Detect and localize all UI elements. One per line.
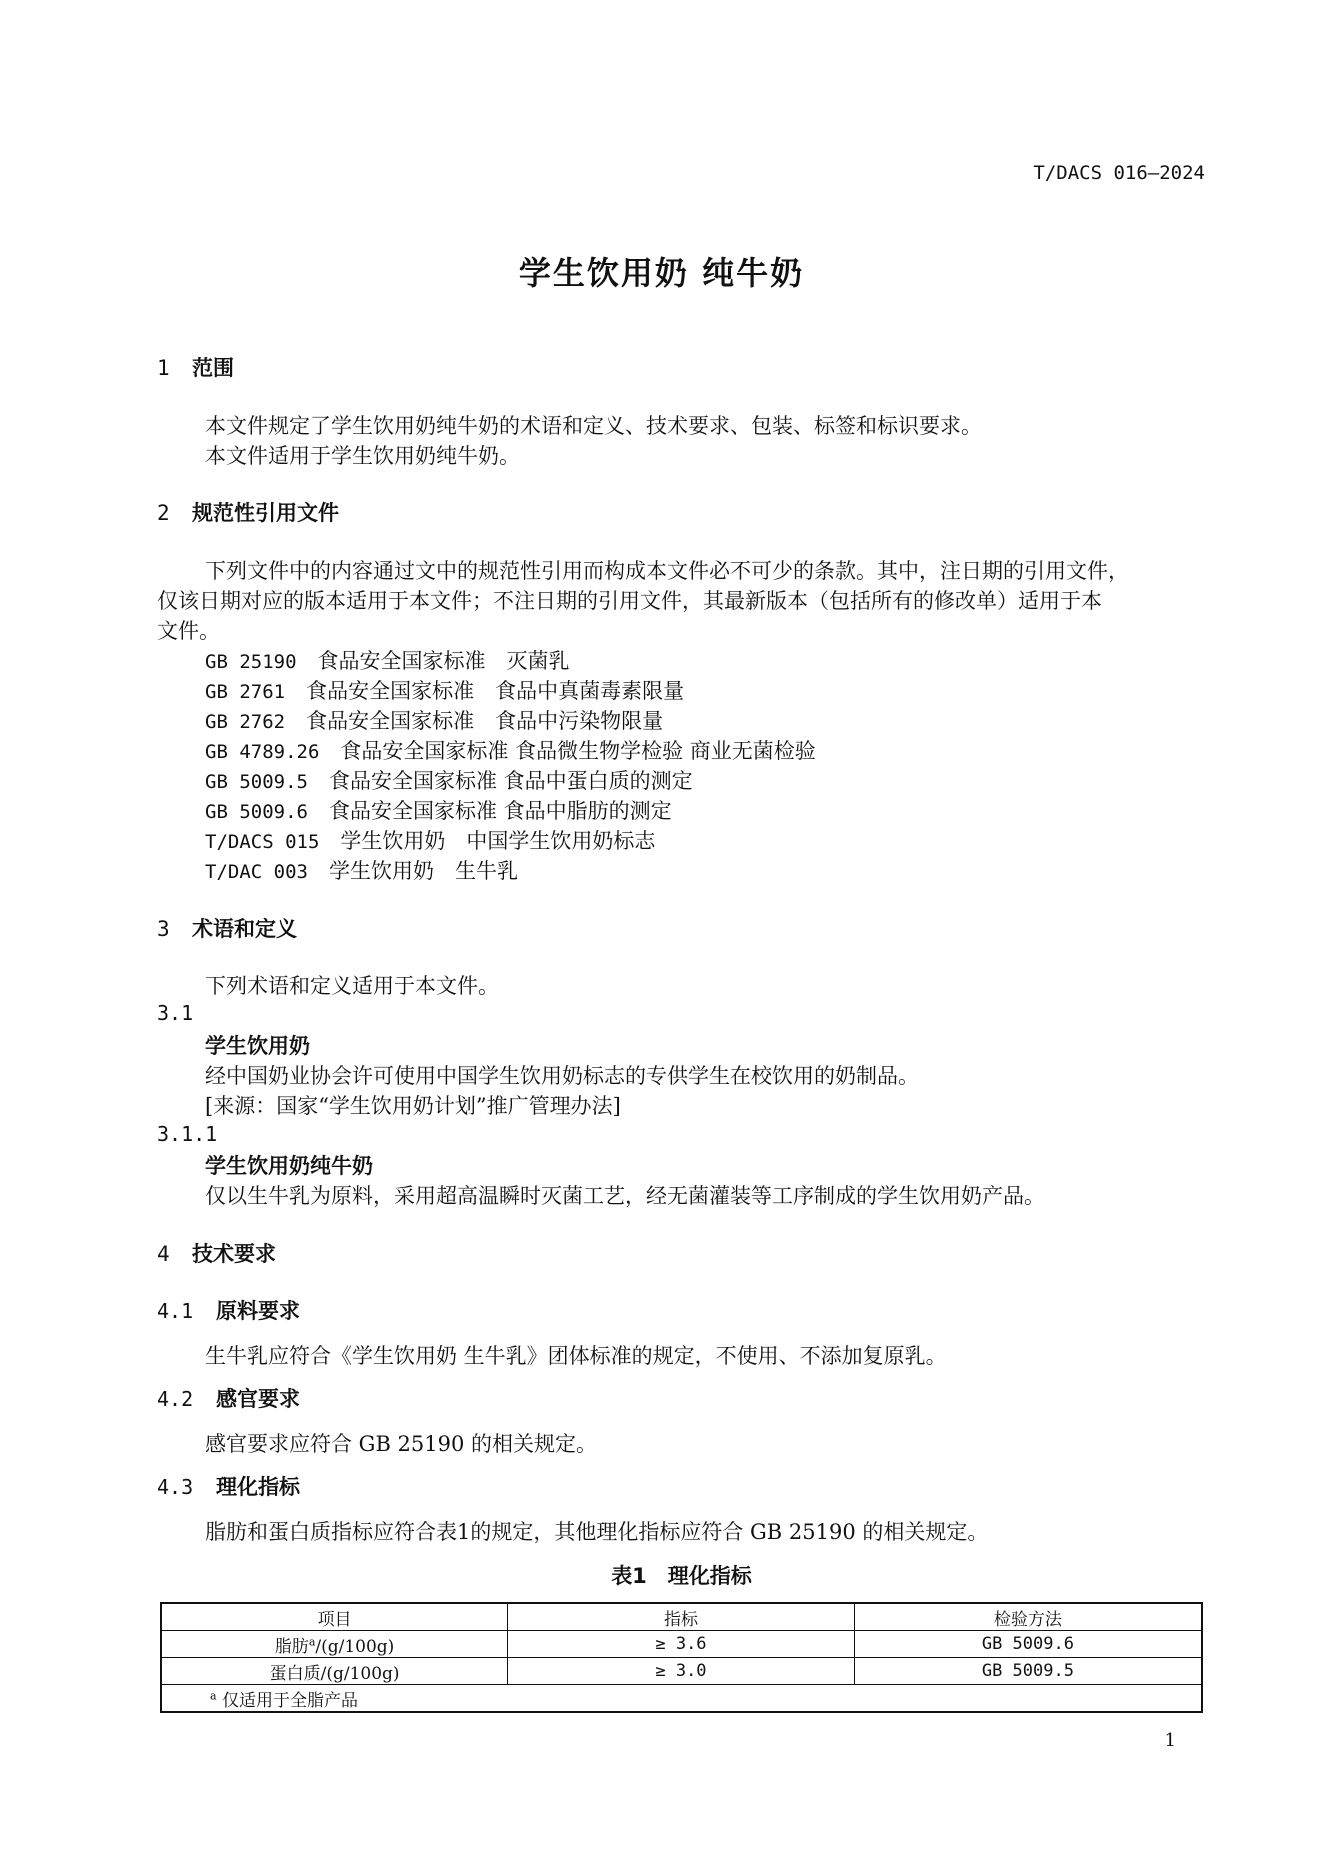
paragraph: 生牛乳应符合《学生饮用奶 生牛乳》团体标准的规定，不使用、不添加复原乳。 [205,1344,947,1368]
reference-code: GB 5009.6 [205,801,308,823]
paragraph: 下列术语和定义适用于本文件。 [205,974,499,998]
section-1-heading [157,352,234,382]
reference-name: 食品安全国家标准 灭菌乳 [317,649,570,673]
section-title: 规范性引用文件 [192,501,339,525]
reference-name: 食品安全国家标准 食品微生物学检验 商业无菌检验 [340,739,816,763]
footnote-marker: a [308,1634,316,1648]
page-number: 1 [1164,1730,1176,1751]
table-cell: 蛋白质/(g/100g) [161,1658,508,1685]
reference-item [205,765,693,795]
table-cell: ≥ 3.6 [508,1631,855,1658]
section-3-heading [157,913,297,943]
reference-item [205,795,672,825]
table-note-row [161,1685,1202,1713]
subsection-4-3-heading [157,1471,300,1501]
reference-name: 学生饮用奶 生牛乳 [328,859,518,883]
reference-item [205,705,663,735]
reference-code: GB 2761 [205,681,286,703]
reference-name: 食品安全国家标准 食品中脂肪的测定 [328,799,672,823]
term-title: 学生饮用奶纯牛奶 [205,1154,373,1178]
table-cell: ≥ 3.0 [508,1658,855,1685]
paragraph: 仅该日期对应的版本适用于本文件；不注日期的引用文件，其最新版本（包括所有的修改单）适用于本 [157,589,1102,613]
spec-table [160,1602,1203,1713]
subsection-number: 4.3 [157,1475,194,1499]
table-row [161,1658,1202,1685]
section-title: 技术要求 [192,1242,276,1266]
reference-item [205,825,655,855]
reference-item [205,675,684,705]
table-cell: GB 5009.5 [854,1658,1202,1685]
reference-item [205,645,570,675]
page-title: 学生饮用奶 纯牛奶 [518,254,805,292]
section-title: 范围 [192,356,234,380]
term-number: 3.1.1 [157,1122,218,1146]
paragraph: 脂肪和蛋白质指标应符合表1的规定，其他理化指标应符合 GB 25190 的相关规定。 [205,1520,989,1544]
term-definition: 仅以生牛乳为原料，采用超高温瞬时灭菌工艺，经无菌灌装等工序制成的学生饮用奶产品。 [205,1184,1045,1208]
reference-code: T/DAC 003 [205,861,308,883]
paragraph: 本文件规定了学生饮用奶纯牛奶的术语和定义、技术要求、包装、标签和标识要求。 [205,414,982,438]
reference-code: GB 4789.26 [205,741,320,763]
subsection-4-1-heading [157,1295,300,1325]
table-header-row [161,1603,1202,1631]
reference-code: GB 25190 [205,651,297,673]
subsection-title: 原料要求 [216,1299,300,1323]
section-number: 1 [157,356,170,380]
reference-name: 学生饮用奶 中国学生饮用奶标志 [340,829,656,853]
section-title: 术语和定义 [192,917,297,941]
note-text: 仅适用于全脂产品 [221,1690,358,1711]
section-number: 4 [157,1242,170,1266]
table-note [161,1685,1202,1713]
subsection-title: 感官要求 [216,1387,300,1411]
reference-code: GB 2762 [205,711,286,733]
item-unit: /(g/100g) [315,1636,395,1657]
reference-item [205,855,518,885]
paragraph: 本文件适用于学生饮用奶纯牛奶。 [205,444,520,468]
table-cell [161,1631,508,1658]
reference-name: 食品安全国家标准 食品中真菌毒素限量 [306,679,685,703]
term-number: 3.1 [157,1001,194,1025]
table-cell: GB 5009.6 [854,1631,1202,1658]
reference-code: T/DACS 015 [205,831,320,853]
subsection-title: 理化指标 [216,1475,300,1499]
table-header-cell: 项目 [161,1603,508,1631]
term-title: 学生饮用奶 [205,1034,310,1058]
subsection-number: 4.2 [157,1387,194,1411]
item-name: 脂肪 [274,1636,309,1657]
reference-name: 食品安全国家标准 食品中污染物限量 [306,709,664,733]
footnote-marker: a [210,1688,217,1702]
section-4-heading [157,1238,276,1268]
section-number: 3 [157,917,170,941]
paragraph: 感官要求应符合 GB 25190 的相关规定。 [205,1432,598,1456]
reference-code: GB 5009.5 [205,771,308,793]
term-definition: 经中国奶业协会许可使用中国学生饮用奶标志的专供学生在校饮用的奶制品。 [205,1064,919,1088]
table-row [161,1631,1202,1658]
section-number: 2 [157,501,170,525]
paragraph: 下列文件中的内容通过文中的规范性引用而构成本文件必不可少的条款。其中，注日期的引用文件， [205,559,1129,583]
table-header-cell: 检验方法 [854,1603,1202,1631]
subsection-4-2-heading [157,1383,300,1413]
table-header-cell: 指标 [508,1603,855,1631]
section-2-heading [157,497,339,527]
reference-name: 食品安全国家标准 食品中蛋白质的测定 [328,769,693,793]
document-code: T/DACS 016—2024 [1033,162,1205,184]
term-source: [来源：国家“学生饮用奶计划”推广管理办法] [205,1094,621,1118]
subsection-number: 4.1 [157,1299,194,1323]
table-caption: 表1 理化指标 [611,1564,752,1588]
reference-item [205,735,816,765]
paragraph: 文件。 [157,619,220,643]
